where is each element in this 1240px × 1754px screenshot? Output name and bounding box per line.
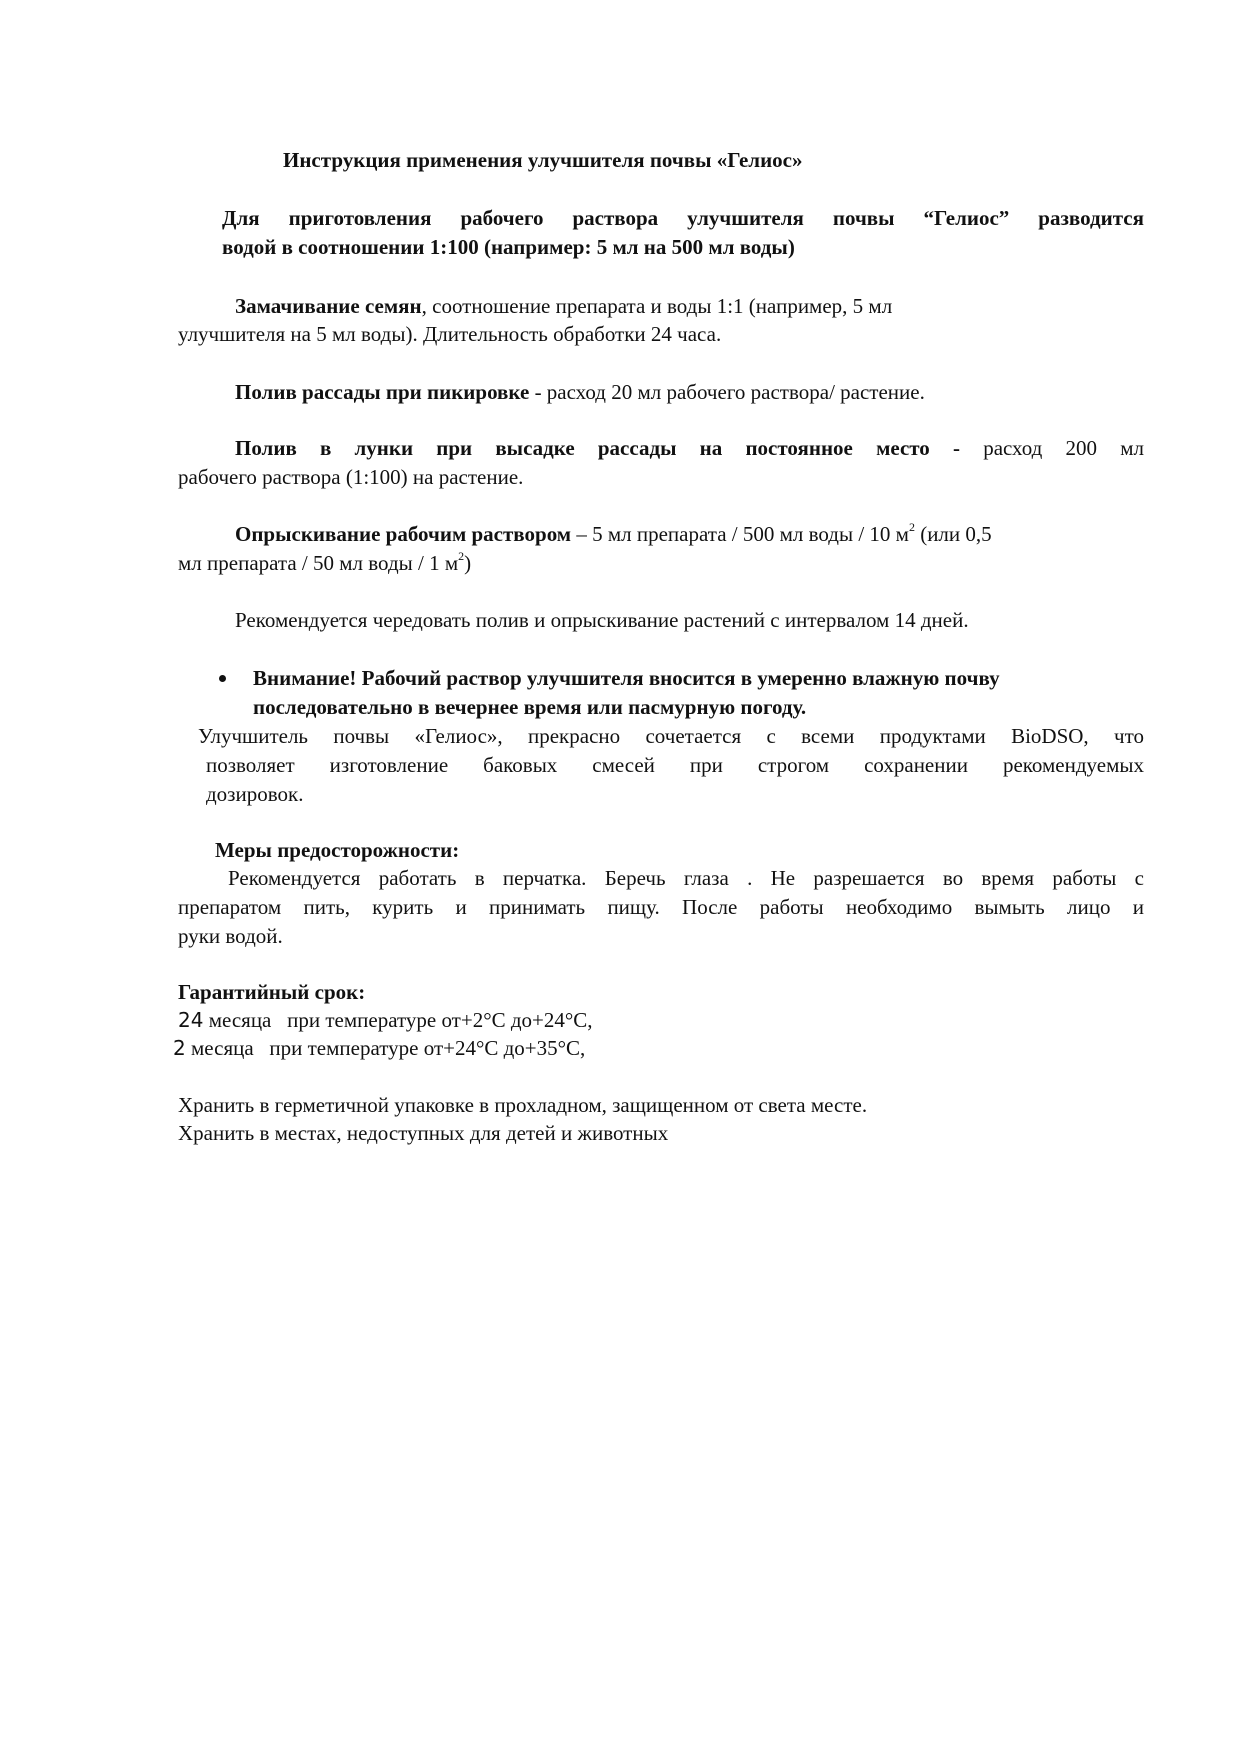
spraying-line-1	[235, 520, 992, 548]
holes-watering-line-2: рабочего раствора (1:100) на растение.	[178, 465, 524, 489]
warranty-condition: при температуре от+24°С до+35°С,	[269, 1036, 586, 1060]
compatibility-line-2: позволяет изготовление баковых смесей при строгом сохранении рекомендуемых	[206, 753, 1144, 777]
precautions-heading: Меры предосторожности:	[215, 838, 460, 862]
seed-soaking-line-2: улучшителя на 5 мл воды). Длительность обработки 24 часа.	[178, 322, 722, 346]
holes-watering-text: расход 200 мл	[960, 436, 1144, 460]
intro-line-2: водой в соотношении 1:100 (например: 5 мл на 500 мл воды)	[222, 235, 795, 259]
seed-soaking-text: , соотношение препарата и воды 1:1 (например, 5 мл	[421, 294, 893, 318]
spraying-text-a: – 5 мл препарата / 500 мл воды / 10 м	[571, 522, 909, 546]
compatibility-line-1: Улучшитель почвы «Гелиос», прекрасно сочетается с всеми продуктами BioDSO, что	[198, 724, 1144, 748]
warranty-condition: при температуре от+2°С до+24°С,	[287, 1008, 593, 1032]
compatibility-line-3: дозировок.	[206, 782, 304, 806]
attention-line-2: последовательно в вечернее время или пасмурную погоду.	[253, 695, 807, 719]
warranty-period-number: 24	[178, 1008, 204, 1032]
spraying-text-d: )	[464, 551, 472, 575]
precautions-line-3: руки водой.	[178, 924, 283, 948]
warranty-period-unit: месяца	[203, 1008, 272, 1032]
spraying-text-c: мл препарата / 50 мл воды / 1 м	[178, 551, 459, 575]
warranty-heading: Гарантийный срок:	[178, 980, 366, 1004]
attention-line-1: Внимание! Рабочий раствор улучшителя вносится в умеренно влажную почву	[253, 666, 1000, 690]
storage-line-1: Хранить в герметичной упаковке в прохладном, защищенном от света месте.	[178, 1093, 868, 1117]
precautions-line-1: Рекомендуется работать в перчатка. Беречь глаза . Не разрешается во время работы с	[228, 866, 1144, 890]
warranty-row-2	[173, 1034, 585, 1062]
warranty-period-unit: месяца	[185, 1036, 254, 1060]
seed-soaking-line-1	[235, 292, 892, 320]
spraying-line-2	[178, 549, 471, 577]
spraying-heading: Опрыскивание рабочим раствором	[235, 522, 572, 546]
picking-watering-text: - расход 20 мл рабочего раствора/ растение.	[529, 380, 925, 404]
bullet-icon	[219, 675, 226, 682]
picking-watering-line	[235, 378, 925, 406]
precautions-line-2: препаратом пить, курить и принимать пищу. После работы необходимо вымыть лицо и	[178, 895, 1144, 919]
superscript: 2	[458, 549, 465, 563]
superscript: 2	[908, 520, 915, 534]
warranty-period-number: 2	[173, 1036, 186, 1060]
document-title: Инструкция применения улучшителя почвы «Гелиос»	[283, 148, 803, 172]
holes-watering-line-1	[235, 434, 1144, 462]
holes-watering-heading: Полив в лунки при высадке рассады на постоянное место -	[235, 436, 960, 460]
recommendation-text: Рекомендуется чередовать полив и опрыскивание растений с интервалом 14 дней.	[235, 608, 969, 632]
warranty-row-1	[178, 1006, 593, 1034]
storage-line-2: Хранить в местах, недоступных для детей и животных	[178, 1121, 669, 1145]
spraying-text-b: (или 0,5	[914, 522, 992, 546]
picking-watering-heading: Полив рассады при пикировке	[235, 380, 530, 404]
intro-line-1: Для приготовления рабочего раствора улучшителя почвы “Гелиос” разводится	[222, 206, 1144, 230]
seed-soaking-heading: Замачивание семян	[235, 294, 422, 318]
